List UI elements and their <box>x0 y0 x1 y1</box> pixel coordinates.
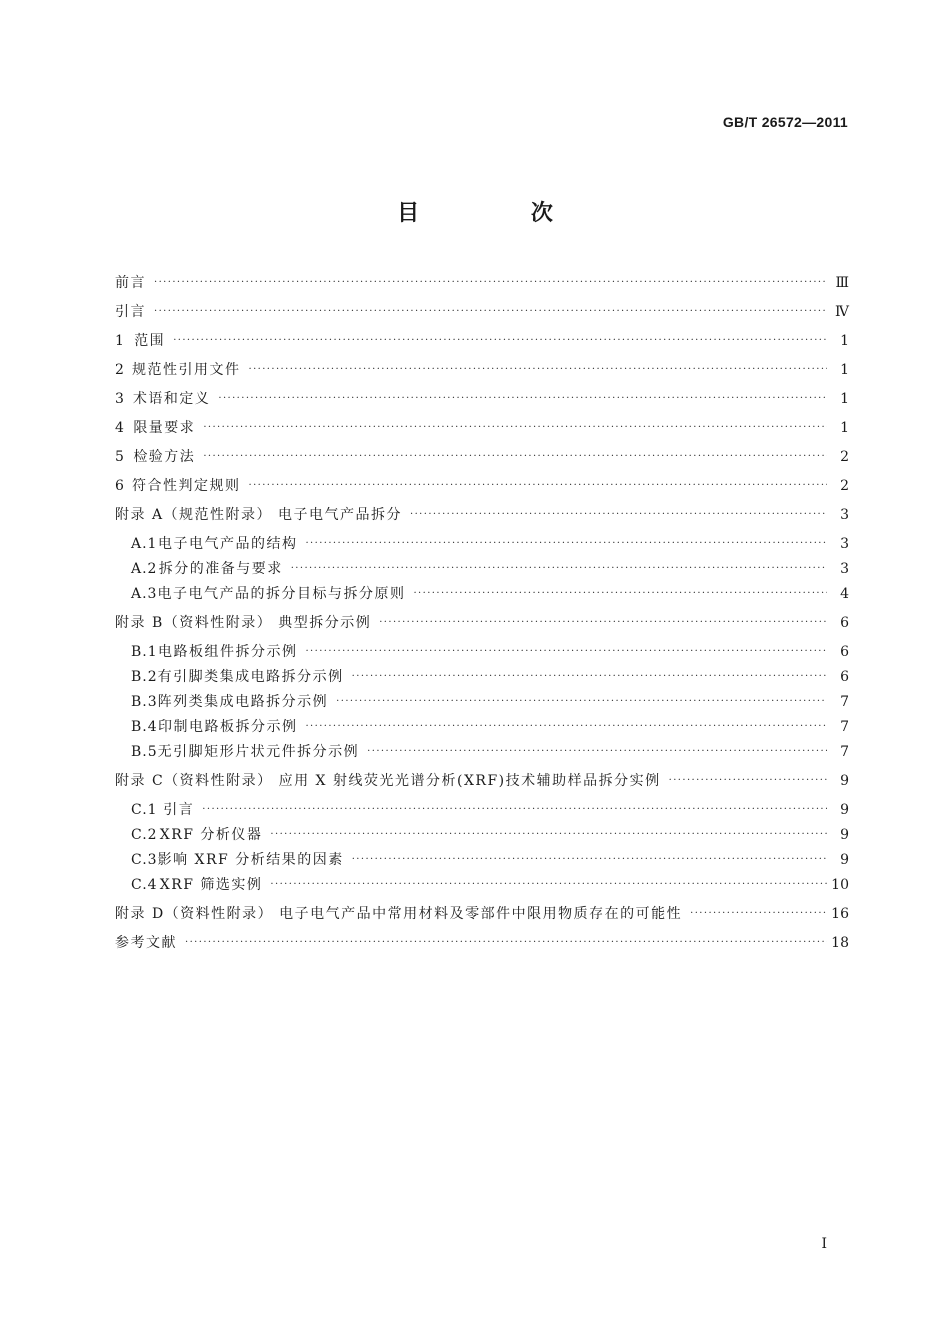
page-title: 目 次 <box>397 200 605 226</box>
dot-leader <box>352 668 827 686</box>
toc-entry-annex[interactable] <box>115 768 849 790</box>
toc-subentry[interactable] <box>131 822 849 844</box>
toc-entry-label: 电子电气产品的结构 <box>157 536 298 552</box>
dot-leader <box>248 477 827 495</box>
toc-entry-page: 1 <box>840 362 849 378</box>
toc-entry-page: 7 <box>840 719 849 735</box>
toc-entry-label: 附录 A（规范性附录） 电子电气产品拆分 <box>115 507 403 523</box>
toc-entry-page: 3 <box>840 536 849 552</box>
toc-subentry[interactable] <box>131 556 849 578</box>
toc-entry-label: 前言 <box>115 275 146 291</box>
toc-entry-label: 电子电气产品的拆分目标与拆分原则 <box>157 586 406 602</box>
toc-entry-label: 拆分的准备与要求 <box>158 561 283 577</box>
toc-entry-label: 印制电路板拆分示例 <box>157 719 298 735</box>
toc-entry-page: 1 <box>840 391 849 407</box>
toc-entry-page: 1 <box>840 333 849 349</box>
toc-entry-number: C.3 <box>131 852 158 868</box>
dot-leader <box>305 535 827 553</box>
dot-leader <box>690 905 827 923</box>
toc-entry-page: 9 <box>840 827 849 843</box>
toc-entry-label: 限量要求 <box>133 420 196 436</box>
toc-subentry[interactable] <box>131 664 849 686</box>
toc-entry-page: 6 <box>840 644 849 660</box>
toc-entry[interactable] <box>115 270 849 292</box>
toc-entry-page: 16 <box>831 906 849 922</box>
toc-entry-label: 电路板组件拆分示例 <box>157 644 298 660</box>
toc-entry-label: 引言 <box>163 802 195 818</box>
toc-entry-page: 18 <box>831 935 849 951</box>
dot-leader <box>202 801 827 819</box>
toc-entry-label: 无引脚矩形片状元件拆分示例 <box>157 744 360 760</box>
toc-subentry[interactable] <box>131 581 849 603</box>
dot-leader <box>413 585 827 603</box>
dot-leader <box>248 361 827 379</box>
toc-entry-number: B.1 <box>131 644 158 660</box>
toc-entry-number: A.1 <box>131 536 158 552</box>
standard-number: GB/T 26572—2011 <box>722 114 848 130</box>
toc-entry[interactable] <box>115 328 849 350</box>
toc-entry-label: 引言 <box>115 304 146 320</box>
toc-entry-page: 9 <box>840 773 849 789</box>
dot-leader <box>173 332 827 350</box>
toc-entry-page: 6 <box>840 615 849 631</box>
toc-entry-label: XRF 筛选实例 <box>159 877 263 893</box>
dot-leader <box>367 743 827 761</box>
toc-entry[interactable] <box>115 473 849 495</box>
toc-entry-page: 6 <box>840 669 849 685</box>
toc-entry-page: 7 <box>840 694 849 710</box>
toc-subentry[interactable] <box>131 689 849 711</box>
toc-entry-label: 有引脚类集成电路拆分示例 <box>157 669 344 685</box>
toc-entry-label: 检验方法 <box>133 449 196 465</box>
toc-entry-number: 3 <box>115 391 124 407</box>
toc-entry-page: 1 <box>840 420 849 436</box>
toc-entry-label: 附录 D（资料性附录） 电子电气产品中常用材料及零部件中限用物质存在的可能性 <box>115 906 683 922</box>
dot-leader <box>352 851 827 869</box>
toc-entry-label: 范围 <box>134 333 166 349</box>
toc-entry-label: 符合性判定规则 <box>131 478 241 494</box>
page-number: I <box>821 1236 827 1252</box>
dot-leader <box>218 390 827 408</box>
toc-entry-page: 9 <box>840 852 849 868</box>
dot-leader <box>379 614 827 632</box>
toc-entry-annex[interactable] <box>115 610 849 632</box>
toc-entry-number: C.1 <box>131 802 158 818</box>
toc-entry-page: 9 <box>840 802 849 818</box>
toc-entry-annex[interactable] <box>115 502 849 524</box>
toc-entry[interactable] <box>115 930 849 952</box>
toc-entry-page: 4 <box>840 586 849 602</box>
dot-leader <box>154 303 827 321</box>
dot-leader <box>305 643 827 661</box>
dot-leader <box>669 772 827 790</box>
toc-entry-number: 4 <box>115 420 124 436</box>
toc-entry-label: 影响 XRF 分析结果的因素 <box>157 852 344 868</box>
dot-leader <box>203 448 827 466</box>
toc-entry-label: XRF 分析仪器 <box>159 827 263 843</box>
toc-subentry[interactable] <box>131 531 849 553</box>
toc-entry-number: 1 <box>115 333 124 349</box>
dot-leader <box>270 826 827 844</box>
toc-entry-label: 阵列类集成电路拆分示例 <box>157 694 329 710</box>
toc-entry-number: A.3 <box>131 586 158 602</box>
toc-entry[interactable] <box>115 357 849 379</box>
toc-entry-number: B.2 <box>131 669 158 685</box>
toc-entry-label: 规范性引用文件 <box>131 362 241 378</box>
toc-entry-number: A.2 <box>131 561 158 577</box>
toc-entry-number: B.4 <box>131 719 158 735</box>
toc-entry-page: 3 <box>840 507 849 523</box>
toc-entry-page: Ⅲ <box>835 275 849 291</box>
toc-entry-page: 10 <box>831 877 849 893</box>
toc-entry-number: B.5 <box>131 744 158 760</box>
toc-subentry[interactable] <box>131 847 849 869</box>
toc-entry-page: 7 <box>840 744 849 760</box>
toc-entry-page: 3 <box>840 561 849 577</box>
toc-entry-label: 术语和定义 <box>132 391 211 407</box>
toc-entry-label: 附录 C（资料性附录） 应用 X 射线荧光光谱分析(XRF)技术辅助样品拆分实例 <box>115 773 661 789</box>
toc-entry-number: C.2 <box>131 827 158 843</box>
toc-subentry[interactable] <box>131 714 849 736</box>
dot-leader <box>336 693 827 711</box>
toc-entry[interactable] <box>115 299 849 321</box>
toc-entry-label: 参考文献 <box>115 935 177 951</box>
toc-subentry[interactable] <box>131 739 849 761</box>
dot-leader <box>203 419 827 437</box>
toc-entry-annex[interactable] <box>115 901 849 923</box>
toc-entry[interactable] <box>115 415 849 437</box>
toc-entry-page: 2 <box>840 478 849 494</box>
toc-entry[interactable] <box>115 444 849 466</box>
toc-entry-number: 5 <box>115 449 124 465</box>
toc-entry-label: 附录 B（资料性附录） 典型拆分示例 <box>115 615 372 631</box>
toc-entry-number: 2 <box>115 362 124 378</box>
dot-leader <box>270 876 827 894</box>
toc-entry-page: Ⅳ <box>835 304 849 320</box>
dot-leader <box>410 506 827 524</box>
toc-entry[interactable] <box>115 386 849 408</box>
toc-entry-page: 2 <box>840 449 849 465</box>
toc-subentry[interactable] <box>131 639 849 661</box>
dot-leader <box>305 718 827 736</box>
toc-subentry[interactable] <box>131 797 849 819</box>
toc-subentry[interactable] <box>131 872 849 894</box>
toc-entry-number: B.3 <box>131 694 158 710</box>
dot-leader <box>291 560 827 578</box>
dot-leader <box>154 274 827 292</box>
toc-entry-number: 6 <box>115 478 124 494</box>
dot-leader <box>185 934 827 952</box>
toc-entry-number: C.4 <box>131 877 158 893</box>
